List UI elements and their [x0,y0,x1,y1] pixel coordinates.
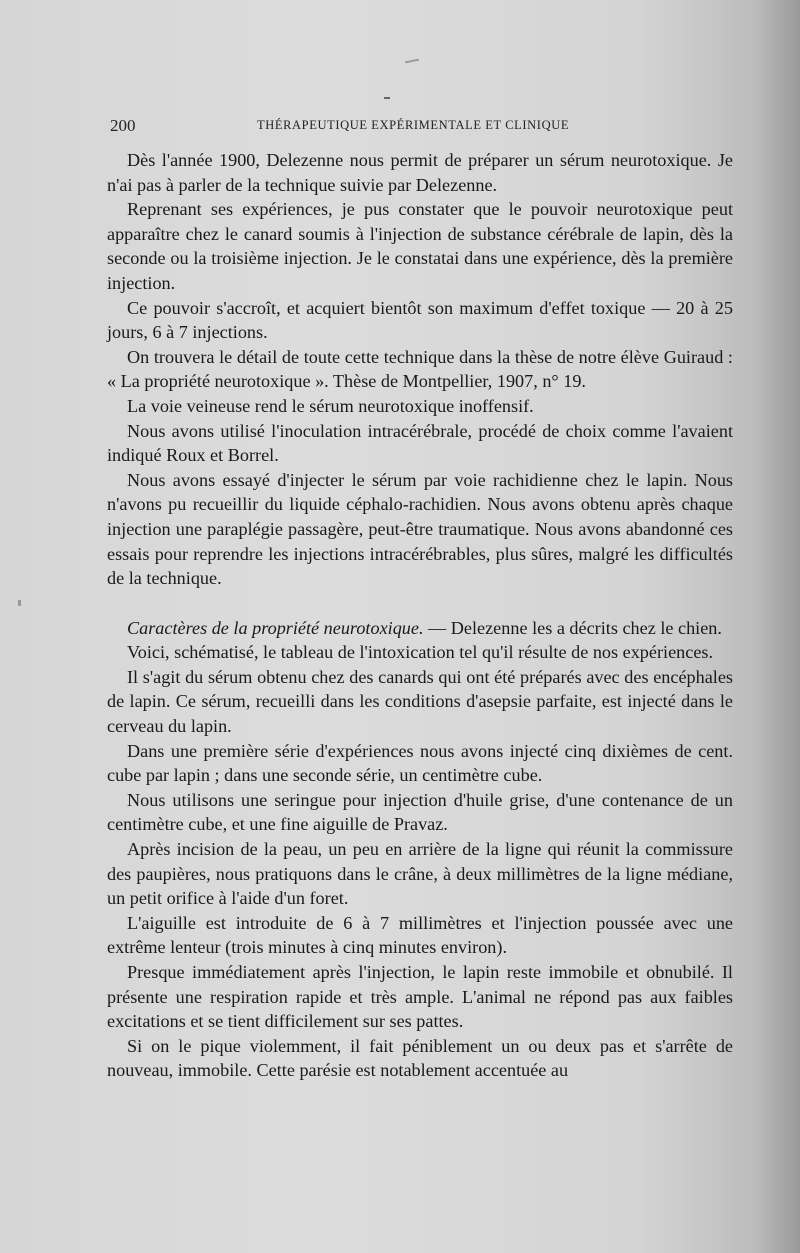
body-text [107,148,733,1083]
paragraph: L'aiguille est introduite de 6 à 7 millimètres et l'injection poussée avec une extrême lenteur (trois minutes à cinq minutes environ). [107,912,733,958]
paragraph: Après incision de la peau, un peu en arrière de la ligne qui réunit la commissure des paupières, nous pratiquons dans le crâne, à deux millimètres de la ligne médiane, un petit orifice à l'aide d'un foret. [107,839,733,909]
paragraph: Ce pouvoir s'accroît, et acquiert bientôt son maximum d'effet toxique — 20 à 25 jours, 6 à 7 injections. [107,297,733,343]
paragraph: Dès l'année 1900, Delezenne nous permit de préparer un sérum neurotoxique. Je n'ai pas à parler de la technique suivie par Delezenne. [107,150,733,195]
paragraph: Nous utilisons une seringue pour injection d'huile grise, d'une contenance de un centimètre cube, et une fine aiguille de Pravaz. [107,789,733,835]
running-title: THÉRAPEUTIQUE EXPÉRIMENTALE ET CLINIQUE [257,118,570,132]
ink-speck [384,97,390,99]
ink-speck [18,600,21,606]
paragraph: Presque immédiatement après l'injection, le lapin reste immobile et obnubilé. Il présente une respiration rapide et très ample. L'animal ne répond pas aux faibles excitations et se tient difficilement sur ses pattes. [107,962,733,1032]
section-text: — Delezenne les a décrits chez le chien. [423,617,722,638]
paragraph: On trouvera le détail de toute cette technique dans la thèse de notre élève Guiraud : « La propriété neurotoxique ». Thèse de Montpellier, 1907, n° 19. [107,346,733,392]
ink-speck [405,59,419,64]
section-paragraph [107,616,733,641]
paragraph: Il s'agit du sérum obtenu chez des canards qui ont été préparés avec des encéphales de lapin. Ce sérum, recueilli dans les conditions d'asepsie parfaite, est injecté dans le cerveau du lapin. [107,666,733,737]
paragraph: Reprenant ses expériences, je pus constater que le pouvoir neurotoxique peut apparaître chez le canard soumis à l'injection de substance cérébrale de lapin, dès la seconde ou la troisième injection. Je le constatai dans une expérience, dès la première injection. [107,199,733,293]
paragraph: Si on le pique violemment, il fait péniblement un ou deux pas et s'arrête de nouveau, immobile. Cette parésie est notablement accentuée au [107,1035,733,1081]
page-header [110,116,730,138]
section-title: Caractères de la propriété neurotoxique. [127,617,424,638]
page-number: 200 [110,116,136,135]
paragraph: Nous avons essayé d'injecter le sérum par voie rachidienne chez le lapin. Nous n'avons pu recueillir du liquide céphalo-rachidien. Nous avons obtenu après chaque injection une paraplégie passagère, peut-être traumatique. Nous avons abandonné ces essais pour reprendre les injections intracérébrables, plus sûres, malgré les difficultés de la technique. [107,469,733,589]
paragraph: Voici, schématisé, le tableau de l'intoxication tel qu'il résulte de nos expériences. [127,642,714,663]
paragraph: Nous avons utilisé l'inoculation intracérébrale, procédé de choix comme l'avaient indiqué Roux et Borrel. [107,420,733,466]
paragraph: La voie veineuse rend le sérum neurotoxique inoffensif. [127,395,534,416]
paragraph: Dans une première série d'expériences nous avons injecté cinq dixièmes de cent. cube par lapin ; dans une seconde série, un centimètre cube. [107,740,733,786]
